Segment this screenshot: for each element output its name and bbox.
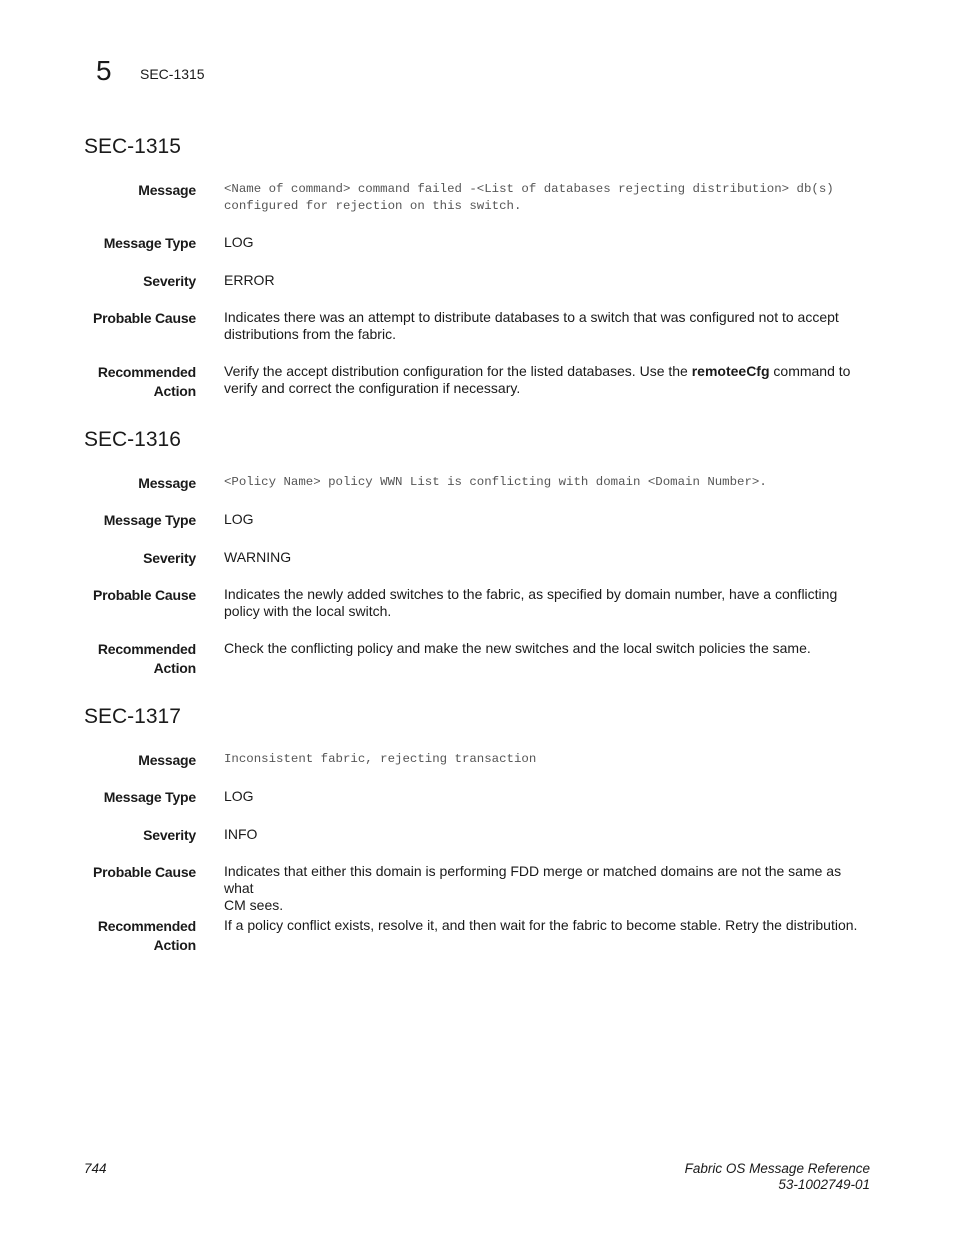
chapter-number: 5 — [96, 55, 112, 86]
book-title: Fabric OS Message Reference — [684, 1161, 870, 1176]
message-label: Message — [138, 752, 196, 768]
recommended-action-text: Check the conflicting policy and make the new switches and the local switch policies the same. — [224, 640, 811, 656]
severity-value: INFO — [224, 826, 258, 842]
message-type-label: Message Type — [103, 235, 196, 251]
message-type-value: LOG — [224, 788, 254, 804]
probable-cause-label: Probable Cause — [92, 864, 196, 880]
probable-cause-label: Probable Cause — [92, 310, 196, 326]
message-type-value: LOG — [224, 234, 254, 250]
message-type-label: Message Type — [103, 512, 196, 528]
probable-cause-text: Indicates there was an attempt to distribute databases to a switch that was configured not to accept distributions from the fabric. — [224, 309, 839, 342]
section-title: SEC-1317 — [84, 705, 181, 728]
message-text: <Policy Name> policy WWN List is conflicting with domain <Domain Number>. — [224, 475, 767, 489]
message-text: <Name of command> command failed -<List of databases rejecting distribution> db(s) configured for rejection on this switch. — [224, 182, 834, 213]
running-header: SEC-1315 — [140, 66, 205, 82]
probable-cause-text: Indicates that either this domain is performing FDD merge or matched domains are not the same as what CM sees. — [224, 863, 842, 913]
doc-number: 53-1002749-01 — [778, 1177, 870, 1192]
section-title: SEC-1316 — [84, 428, 181, 451]
probable-cause-text: Indicates the newly added switches to the fabric, as specified by domain number, have a conflicting policy with the local switch. — [224, 586, 838, 619]
footer-book-info — [685, 1161, 870, 1193]
message-label: Message — [138, 182, 196, 198]
message-text: Inconsistent fabric, rejecting transaction — [224, 752, 537, 766]
recommended-action-label: Recommended Action — [97, 364, 196, 399]
severity-label: Severity — [143, 550, 196, 566]
severity-value: ERROR — [224, 272, 275, 288]
section-title: SEC-1315 — [84, 135, 181, 158]
severity-label: Severity — [143, 827, 196, 843]
severity-value: WARNING — [224, 549, 292, 565]
recommended-action-label: Recommended Action — [97, 641, 196, 676]
recommended-action-text: Verify the accept distribution configuration for the listed databases. Use the remoteeCfg command to verify and correct the configuration if necessary. — [224, 363, 851, 396]
command-name: remoteeCfg — [691, 363, 770, 379]
page-number: 744 — [84, 1161, 107, 1176]
probable-cause-label: Probable Cause — [92, 587, 196, 603]
severity-label: Severity — [143, 273, 196, 289]
message-type-label: Message Type — [103, 789, 196, 805]
message-label: Message — [138, 475, 196, 491]
recommended-action-label: Recommended Action — [97, 918, 196, 953]
message-type-value: LOG — [224, 511, 254, 527]
recommended-action-text: If a policy conflict exists, resolve it, and then wait for the fabric to become stable. Retry the distribution. — [224, 917, 858, 933]
